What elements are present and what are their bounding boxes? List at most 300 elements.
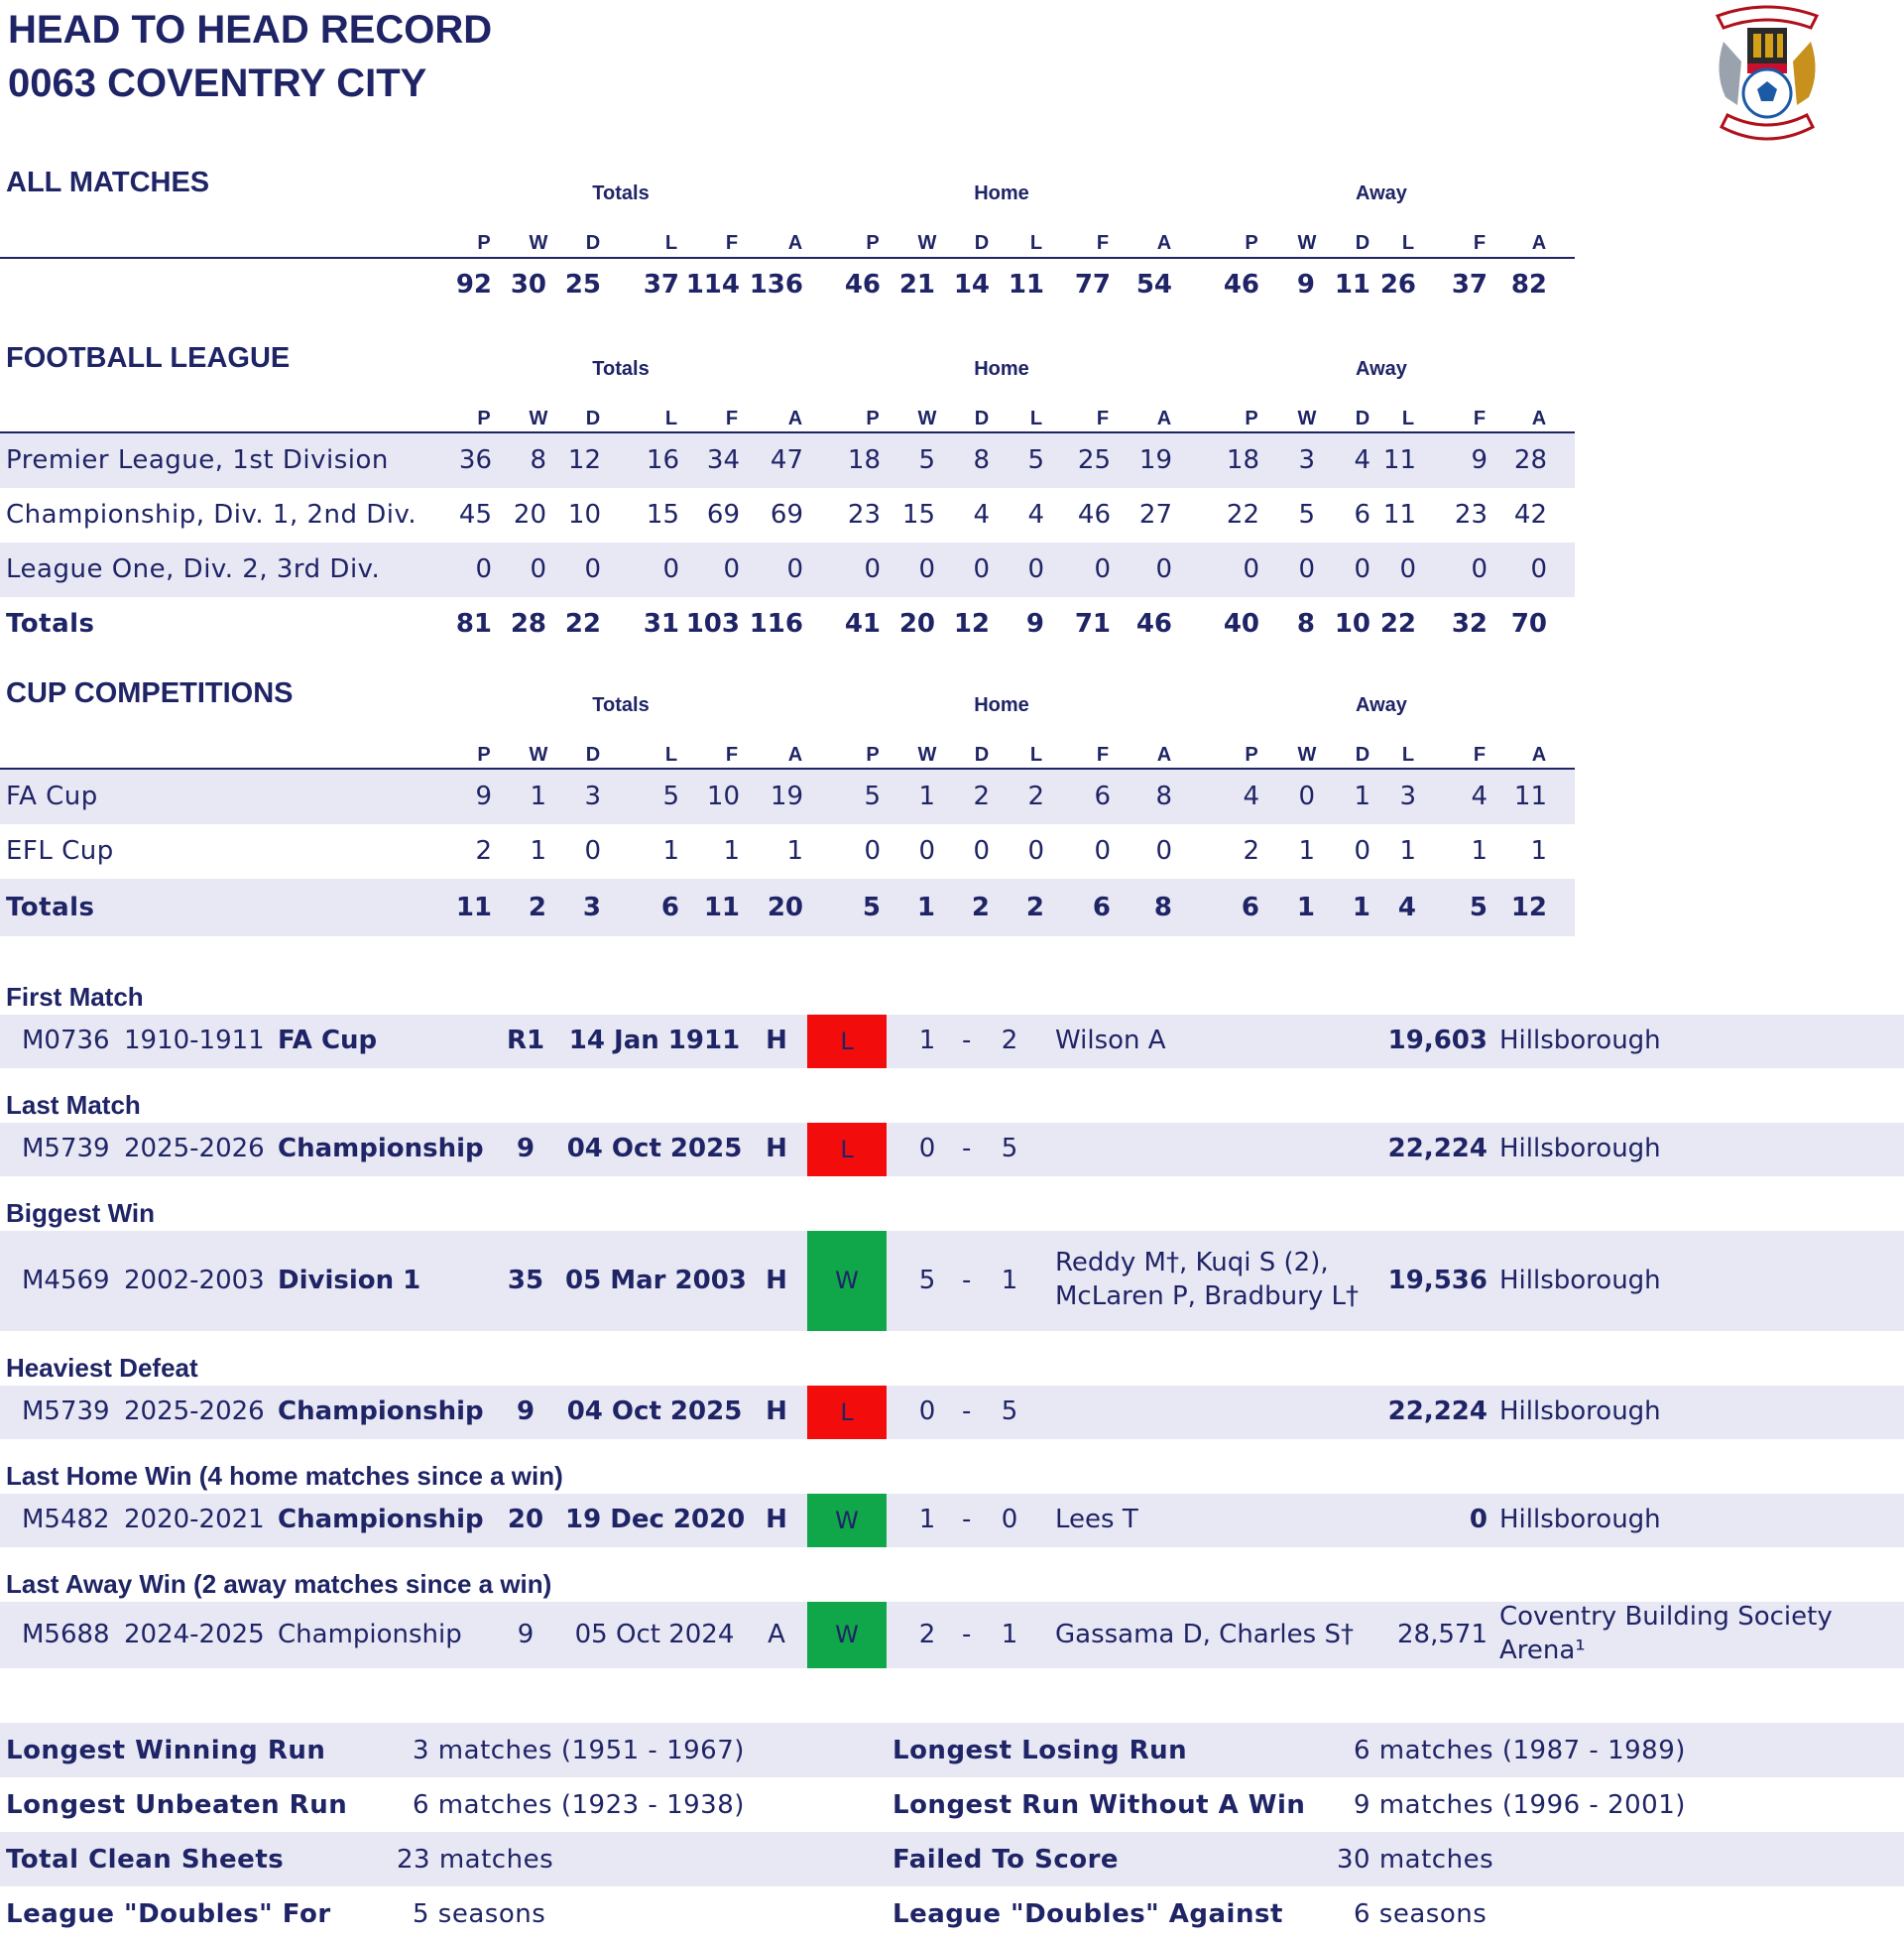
stat-value: 136 — [749, 270, 803, 300]
column-header-w: W — [529, 744, 548, 766]
column-group-totals: Totals — [592, 358, 650, 380]
section-cup-competitions: CUP COMPETITIONS — [6, 677, 294, 709]
match-round: 9 — [517, 1619, 535, 1649]
match-attendance: 22,224 — [1387, 1134, 1488, 1163]
stat-value: 2 — [971, 893, 990, 922]
stat-value: 0 — [1354, 554, 1370, 584]
column-header-l: L — [1029, 232, 1043, 254]
stat-value: 4 — [973, 500, 990, 530]
match-season: 2025-2026 — [124, 1134, 265, 1163]
match-competition: Championship — [278, 1396, 484, 1426]
stat-value: 8 — [973, 445, 990, 475]
stat-value: 20 — [767, 893, 803, 922]
column-header-a: A — [1156, 408, 1172, 429]
stat-value: 15 — [901, 500, 935, 530]
stat-value: 1 — [530, 782, 546, 811]
stat-value: 21 — [898, 270, 935, 300]
page-title: HEAD TO HEAD RECORD — [8, 8, 493, 52]
record-label-left: Total Clean Sheets — [6, 1845, 285, 1875]
match-goals-for: 2 — [918, 1619, 936, 1649]
stat-value: 11 — [1513, 782, 1547, 811]
stat-value: 5 — [864, 782, 881, 811]
stat-value: 69 — [770, 500, 803, 530]
column-header-d: D — [1355, 408, 1370, 429]
stat-value: 0 — [864, 554, 881, 584]
match-goals-against: 5 — [1001, 1396, 1018, 1426]
record-value-left: 3 matches (1951 - 1967) — [413, 1736, 745, 1765]
stat-value: 3 — [582, 893, 601, 922]
stat-value: 30 — [510, 270, 546, 300]
stat-value: 0 — [1243, 554, 1259, 584]
match-goals-for: 5 — [918, 1265, 936, 1295]
match-competition: Division 1 — [278, 1265, 421, 1295]
column-header-p: P — [477, 408, 491, 429]
stat-value: 0 — [1399, 554, 1416, 584]
match-season: 2024-2025 — [124, 1619, 265, 1649]
stat-value: 5 — [862, 893, 881, 922]
match-ground: Hillsborough — [1499, 1265, 1661, 1295]
match-scorers: Wilson A — [1055, 1026, 1166, 1055]
stat-value: 12 — [953, 609, 990, 639]
column-group-away: Away — [1356, 358, 1407, 380]
stat-value: 46 — [844, 270, 881, 300]
stat-value: 6 — [1354, 500, 1370, 530]
match-heading: Last Away Win (2 away matches since a win) — [6, 1569, 552, 1599]
stat-value: 0 — [723, 554, 740, 584]
column-header-l: L — [664, 744, 678, 766]
match-ground: Hillsborough — [1499, 1134, 1661, 1163]
column-header-p: P — [1245, 232, 1258, 254]
match-goals-for: 0 — [918, 1396, 936, 1426]
stat-value: 0 — [584, 554, 601, 584]
match-goals-for: 1 — [918, 1505, 936, 1534]
match-date: 19 Dec 2020 — [565, 1505, 746, 1534]
stat-value: 9 — [1025, 609, 1044, 639]
stat-value: 5 — [1298, 500, 1315, 530]
stat-value: 12 — [1510, 893, 1547, 922]
match-result-badge: L — [807, 1386, 887, 1439]
column-header-p: P — [866, 232, 880, 254]
match-round: R1 — [506, 1026, 545, 1055]
stat-value: 6 — [660, 893, 679, 922]
match-attendance: 28,571 — [1397, 1619, 1488, 1649]
column-header-p: P — [1245, 408, 1258, 429]
record-label-right: Longest Run Without A Win — [892, 1790, 1306, 1820]
match-season: 1910-1911 — [124, 1026, 265, 1055]
stat-value: 116 — [749, 609, 803, 639]
stat-value: 1 — [1354, 782, 1370, 811]
stat-value: 26 — [1379, 270, 1416, 300]
column-group-away: Away — [1356, 182, 1407, 204]
stat-value: 71 — [1074, 609, 1111, 639]
stat-value: 2 — [528, 893, 546, 922]
league-row-label: League One, Div. 2, 3rd Div. — [6, 554, 381, 584]
match-date: 04 Oct 2025 — [566, 1134, 743, 1163]
match-score-dash: - — [962, 1134, 972, 1163]
column-header-d: D — [585, 744, 601, 766]
stat-value: 6 — [1094, 782, 1111, 811]
column-header-w: W — [529, 408, 548, 429]
stat-value: 8 — [1296, 609, 1315, 639]
stat-value: 10 — [706, 782, 740, 811]
match-competition: Championship — [278, 1619, 462, 1649]
stat-value: 1 — [1399, 836, 1416, 866]
column-header-f: F — [725, 232, 739, 254]
match-heading: First Match — [6, 982, 144, 1012]
stat-value: 11 — [1382, 445, 1416, 475]
stat-value: 82 — [1510, 270, 1547, 300]
stat-value: 0 — [1027, 836, 1044, 866]
stat-value: 15 — [646, 500, 679, 530]
match-goals-against: 1 — [1001, 1619, 1018, 1649]
stat-value: 5 — [662, 782, 679, 811]
stat-value: 0 — [1354, 836, 1370, 866]
record-value-right: 9 matches (1996 - 2001) — [1354, 1790, 1686, 1820]
column-header-d: D — [1355, 232, 1370, 254]
stat-value: 45 — [458, 500, 492, 530]
stat-value: 4 — [1354, 445, 1370, 475]
match-score-dash: - — [962, 1026, 972, 1055]
stat-value: 10 — [1334, 609, 1370, 639]
stat-value: 0 — [1155, 836, 1172, 866]
match-scorers: Gassama D, Charles S† — [1055, 1619, 1354, 1649]
match-code: M4569 — [22, 1265, 110, 1295]
club-crest — [1708, 2, 1827, 153]
column-header-w: W — [917, 408, 937, 429]
record-label-right: Failed To Score — [892, 1845, 1120, 1875]
stat-value: 0 — [530, 554, 546, 584]
match-venue: H — [766, 1396, 787, 1426]
stat-value: 5 — [1469, 893, 1488, 922]
column-header-l: L — [1401, 232, 1415, 254]
stat-value: 69 — [706, 500, 740, 530]
match-round: 9 — [516, 1134, 536, 1163]
cup-row-label: EFL Cup — [6, 836, 114, 866]
stat-value: 103 — [685, 609, 740, 639]
match-attendance: 19,603 — [1387, 1026, 1488, 1055]
match-goals-against: 5 — [1001, 1134, 1018, 1163]
stat-value: 28 — [510, 609, 546, 639]
column-header-l: L — [1401, 408, 1415, 429]
match-attendance: 0 — [1469, 1505, 1488, 1534]
match-code: M5739 — [22, 1396, 110, 1426]
stat-value: 9 — [1296, 270, 1315, 300]
stat-value: 22 — [564, 609, 601, 639]
column-header-w: W — [1297, 744, 1317, 766]
match-result-badge: W — [807, 1231, 887, 1331]
stat-value: 11 — [1008, 270, 1044, 300]
match-score-dash: - — [962, 1396, 972, 1426]
stat-value: 0 — [584, 836, 601, 866]
stat-value: 4 — [1243, 782, 1259, 811]
stat-value: 5 — [918, 445, 935, 475]
stat-value: 3 — [1298, 445, 1315, 475]
column-header-l: L — [1029, 408, 1043, 429]
match-score-dash: - — [962, 1265, 972, 1295]
column-header-p: P — [477, 232, 491, 254]
column-group-home: Home — [974, 694, 1029, 716]
match-date: 04 Oct 2025 — [566, 1396, 743, 1426]
record-value-left: 23 matches — [397, 1845, 554, 1875]
stat-value: 0 — [1027, 554, 1044, 584]
column-header-d: D — [1355, 744, 1370, 766]
column-header-d: D — [974, 744, 990, 766]
match-venue: A — [768, 1619, 785, 1649]
stat-value: 28 — [1513, 445, 1547, 475]
column-header-d: D — [585, 232, 601, 254]
match-heading: Last Match — [6, 1090, 141, 1120]
stat-value: 41 — [844, 609, 881, 639]
cup-row-label: Totals — [6, 893, 95, 922]
stat-value: 10 — [567, 500, 601, 530]
match-venue: H — [766, 1134, 787, 1163]
stat-value: 46 — [1135, 609, 1172, 639]
stat-value: 1 — [916, 893, 935, 922]
match-code: M5688 — [22, 1619, 110, 1649]
column-header-a: A — [787, 744, 803, 766]
record-label-left: Longest Winning Run — [6, 1736, 326, 1765]
stat-value: 0 — [973, 836, 990, 866]
stat-value: 77 — [1074, 270, 1111, 300]
match-ground: Hillsborough — [1499, 1505, 1661, 1534]
stat-value: 31 — [643, 609, 679, 639]
stat-value: 20 — [513, 500, 546, 530]
stat-value: 36 — [458, 445, 492, 475]
stat-value: 14 — [953, 270, 990, 300]
match-round: 9 — [516, 1396, 536, 1426]
stat-value: 34 — [706, 445, 740, 475]
record-value-left: 5 seasons — [413, 1899, 546, 1929]
stat-value: 3 — [1399, 782, 1416, 811]
match-code: M0736 — [22, 1026, 110, 1055]
league-row-label: Totals — [6, 609, 95, 639]
match-date: 05 Mar 2003 — [565, 1265, 747, 1295]
stat-value: 19 — [1138, 445, 1172, 475]
match-result-badge: W — [807, 1602, 887, 1668]
stat-value: 11 — [703, 893, 740, 922]
stat-value: 0 — [973, 554, 990, 584]
stat-value: 27 — [1138, 500, 1172, 530]
stat-value: 8 — [530, 445, 546, 475]
record-label-left: Longest Unbeaten Run — [6, 1790, 348, 1820]
column-header-a: A — [1531, 408, 1547, 429]
column-header-l: L — [664, 232, 678, 254]
column-header-f: F — [1473, 744, 1487, 766]
match-goals-for: 0 — [918, 1134, 936, 1163]
match-goals-against: 2 — [1001, 1026, 1018, 1055]
column-header-a: A — [1531, 744, 1547, 766]
match-result-badge: L — [807, 1123, 887, 1176]
stat-value: 1 — [723, 836, 740, 866]
stat-value: 11 — [1334, 270, 1370, 300]
stat-value: 32 — [1451, 609, 1488, 639]
match-ground: Hillsborough — [1499, 1026, 1661, 1055]
match-result-badge: L — [807, 1015, 887, 1068]
column-header-w: W — [1297, 408, 1317, 429]
stat-value: 4 — [1027, 500, 1044, 530]
match-score-dash: - — [962, 1505, 972, 1534]
column-group-home: Home — [974, 182, 1029, 204]
match-score-dash: - — [962, 1619, 972, 1649]
stat-value: 1 — [662, 836, 679, 866]
match-code: M5482 — [22, 1505, 110, 1534]
match-scorers: McLaren P, Bradbury L† — [1055, 1280, 1359, 1311]
match-competition: Championship — [278, 1505, 484, 1534]
stat-value: 4 — [1471, 782, 1488, 811]
match-goals-for: 1 — [918, 1026, 936, 1055]
match-heading: Biggest Win — [6, 1198, 155, 1228]
stat-value: 20 — [898, 609, 935, 639]
record-label-left: League "Doubles" For — [6, 1899, 331, 1929]
stat-value: 70 — [1510, 609, 1547, 639]
stat-value: 5 — [1027, 445, 1044, 475]
column-header-l: L — [1029, 744, 1043, 766]
match-ground: Hillsborough — [1499, 1396, 1661, 1426]
stat-value: 8 — [1155, 782, 1172, 811]
stat-value: 6 — [1241, 893, 1259, 922]
stat-value: 42 — [1513, 500, 1547, 530]
stat-value: 46 — [1077, 500, 1111, 530]
stat-value: 2 — [475, 836, 492, 866]
stat-value: 9 — [475, 782, 492, 811]
stat-value: 23 — [847, 500, 881, 530]
stat-value: 11 — [455, 893, 492, 922]
match-season: 2002-2003 — [124, 1265, 265, 1295]
stat-value: 9 — [1471, 445, 1488, 475]
stat-value: 2 — [973, 782, 990, 811]
column-header-a: A — [1156, 232, 1172, 254]
column-header-f: F — [725, 744, 739, 766]
stat-value: 2 — [1027, 782, 1044, 811]
stat-value: 0 — [1298, 554, 1315, 584]
match-competition: FA Cup — [278, 1026, 378, 1055]
record-value-right: 30 matches — [1337, 1845, 1494, 1875]
column-header-f: F — [725, 408, 739, 429]
stat-value: 18 — [1226, 445, 1259, 475]
match-competition: Championship — [278, 1134, 484, 1163]
match-season: 2020-2021 — [124, 1505, 265, 1534]
stat-value: 1 — [1530, 836, 1547, 866]
stat-value: 8 — [1153, 893, 1172, 922]
match-venue: H — [766, 1026, 787, 1055]
column-header-f: F — [1096, 232, 1110, 254]
record-label-right: Longest Losing Run — [892, 1736, 1188, 1765]
stat-value: 40 — [1223, 609, 1259, 639]
stat-value: 0 — [918, 836, 935, 866]
column-header-f: F — [1473, 232, 1487, 254]
stat-value: 47 — [770, 445, 803, 475]
record-value-left: 6 matches (1923 - 1938) — [413, 1790, 745, 1820]
column-group-totals: Totals — [592, 694, 650, 716]
match-date: 05 Oct 2024 — [574, 1619, 735, 1649]
stat-value: 18 — [847, 445, 881, 475]
column-header-w: W — [917, 744, 937, 766]
stat-value: 6 — [1092, 893, 1111, 922]
stat-value: 1 — [530, 836, 546, 866]
match-venue: H — [766, 1505, 787, 1534]
stat-value: 0 — [864, 836, 881, 866]
section-football-league: FOOTBALL LEAGUE — [6, 342, 291, 374]
header-rule — [0, 257, 1575, 259]
stat-value: 11 — [1382, 500, 1416, 530]
stat-value: 0 — [1298, 782, 1315, 811]
match-date: 14 Jan 1911 — [568, 1026, 741, 1055]
stat-value: 2 — [1025, 893, 1044, 922]
match-goals-against: 0 — [1001, 1505, 1018, 1534]
column-header-a: A — [1156, 744, 1172, 766]
record-value-right: 6 matches (1987 - 1989) — [1354, 1736, 1686, 1765]
stat-value: 1 — [918, 782, 935, 811]
club-title: 0063 COVENTRY CITY — [8, 61, 427, 105]
stat-value: 19 — [770, 782, 803, 811]
stat-value: 3 — [584, 782, 601, 811]
stat-value: 25 — [1077, 445, 1111, 475]
stat-value: 114 — [685, 270, 740, 300]
league-row-label: Championship, Div. 1, 2nd Div. — [6, 500, 417, 530]
league-row-label: Premier League, 1st Division — [6, 445, 389, 475]
column-header-w: W — [917, 232, 937, 254]
record-label-right: League "Doubles" Against — [892, 1899, 1283, 1929]
stat-value: 0 — [1094, 554, 1111, 584]
match-scorers: Lees T — [1055, 1505, 1138, 1534]
match-ground: Arena¹ — [1499, 1635, 1586, 1665]
stat-value: 4 — [1397, 893, 1416, 922]
match-ground: Coventry Building Society — [1499, 1601, 1833, 1632]
column-header-w: W — [1297, 232, 1317, 254]
stat-value: 22 — [1226, 500, 1259, 530]
stat-value: 0 — [1471, 554, 1488, 584]
column-header-d: D — [585, 408, 601, 429]
match-round: 35 — [507, 1265, 544, 1295]
stat-value: 46 — [1223, 270, 1259, 300]
column-group-totals: Totals — [592, 182, 650, 204]
stat-value: 37 — [1451, 270, 1488, 300]
stat-value: 0 — [475, 554, 492, 584]
column-header-a: A — [787, 232, 803, 254]
match-heading: Heaviest Defeat — [6, 1353, 198, 1383]
column-header-p: P — [866, 408, 880, 429]
stat-value: 2 — [1243, 836, 1259, 866]
stat-value: 16 — [646, 445, 679, 475]
stat-value: 1 — [1296, 893, 1315, 922]
column-header-a: A — [1531, 232, 1547, 254]
stat-value: 23 — [1454, 500, 1488, 530]
cup-row-label: FA Cup — [6, 782, 98, 811]
column-header-p: P — [477, 744, 491, 766]
stat-value: 1 — [1352, 893, 1370, 922]
stat-value: 1 — [786, 836, 803, 866]
stat-value: 0 — [918, 554, 935, 584]
column-header-p: P — [1245, 744, 1258, 766]
match-attendance: 22,224 — [1387, 1396, 1488, 1426]
match-result-badge: W — [807, 1494, 887, 1547]
column-group-home: Home — [974, 358, 1029, 380]
match-round: 20 — [507, 1505, 544, 1534]
stat-value: 12 — [567, 445, 601, 475]
match-code: M5739 — [22, 1134, 110, 1163]
match-goals-against: 1 — [1001, 1265, 1018, 1295]
stat-value: 0 — [1530, 554, 1547, 584]
match-scorers: Reddy M†, Kuqi S (2), — [1055, 1247, 1329, 1277]
stat-value: 0 — [1155, 554, 1172, 584]
stat-value: 22 — [1379, 609, 1416, 639]
match-heading: Last Home Win (4 home matches since a win) — [6, 1461, 563, 1491]
column-header-f: F — [1096, 408, 1110, 429]
column-header-w: W — [529, 232, 548, 254]
column-group-away: Away — [1356, 694, 1407, 716]
column-header-l: L — [664, 408, 678, 429]
stat-value: 81 — [455, 609, 492, 639]
